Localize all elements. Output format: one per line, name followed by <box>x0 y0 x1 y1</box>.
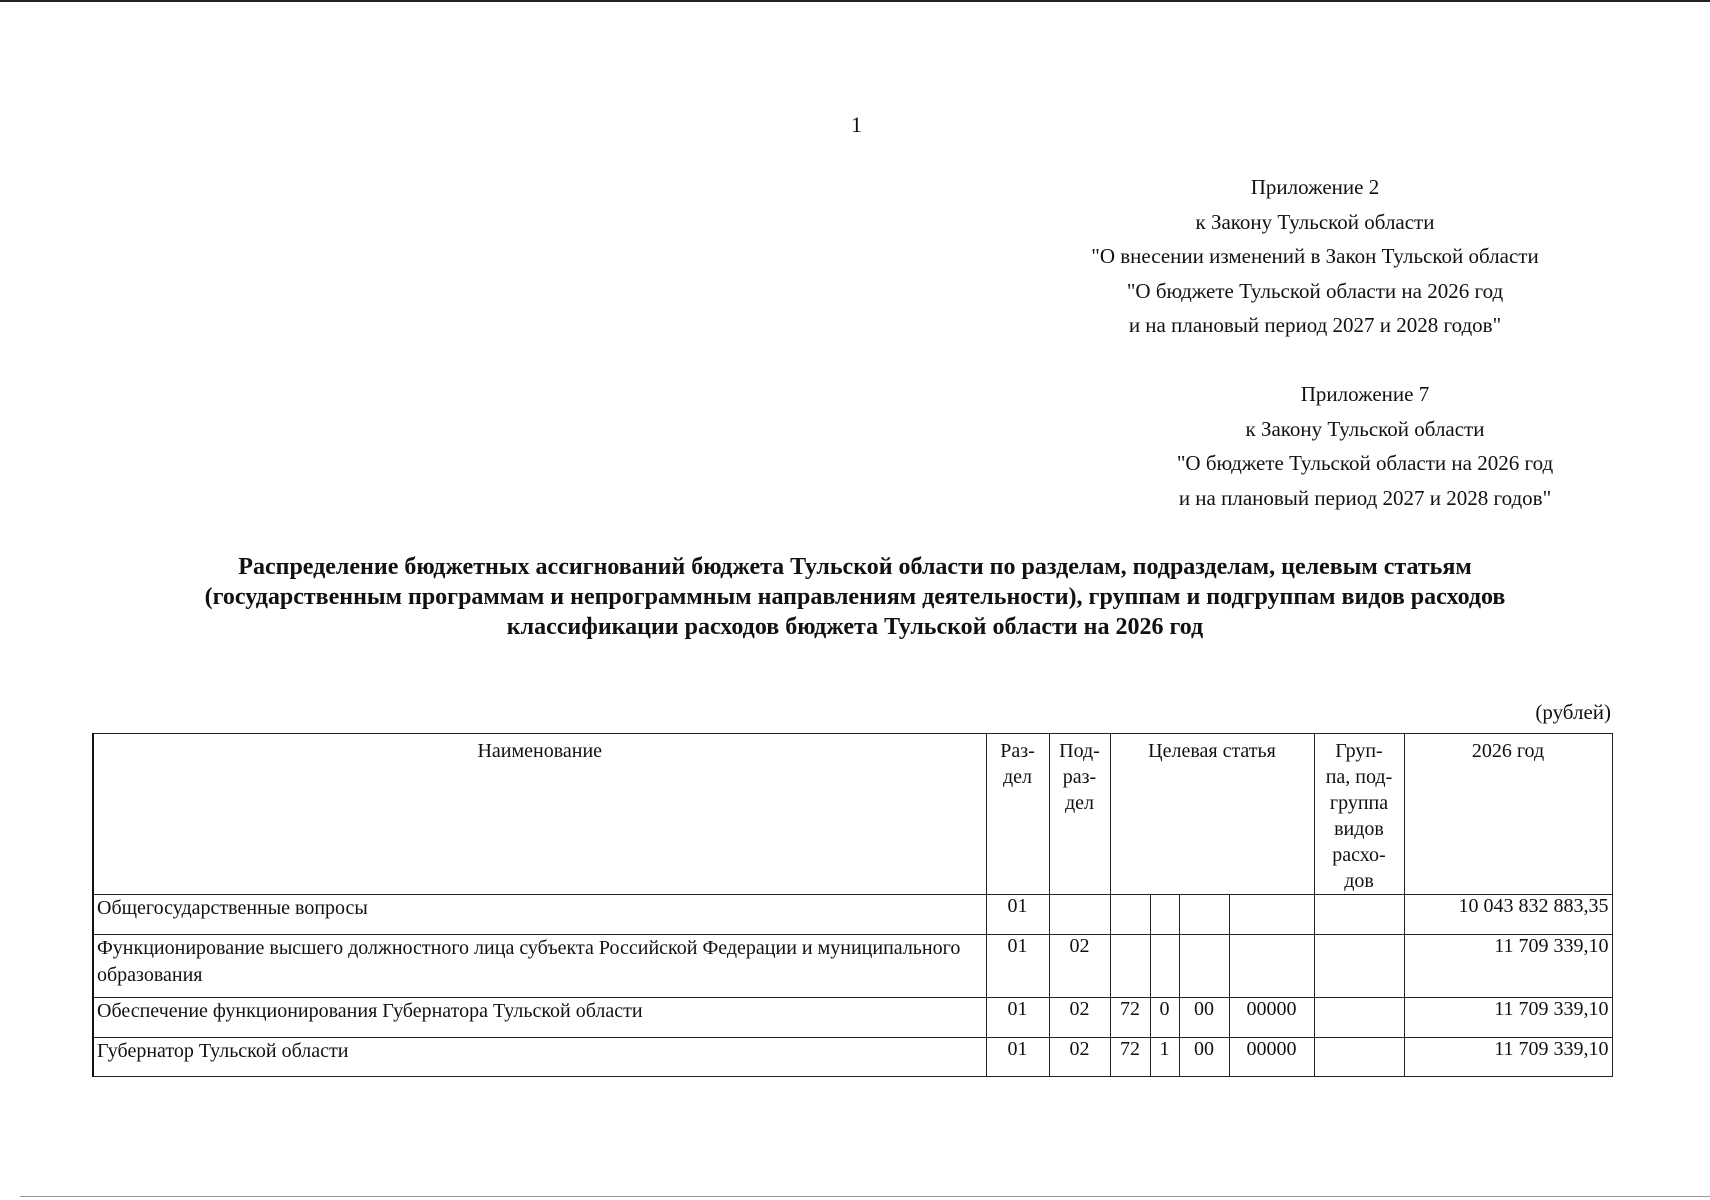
row-name: Губернатор Тульской области <box>93 1038 986 1077</box>
appendix-7-header <box>1130 377 1600 515</box>
table-header-row <box>93 734 1612 895</box>
row-subsection: 02 <box>1049 1038 1110 1077</box>
row-target-program <box>1110 895 1150 935</box>
row-amount: 11 709 339,10 <box>1404 1038 1612 1077</box>
row-subsection: 02 <box>1049 998 1110 1038</box>
header-expense-group <box>1314 734 1404 895</box>
row-section: 01 <box>986 935 1049 998</box>
row-target-main: 00 <box>1179 1038 1229 1077</box>
row-target-direction <box>1229 935 1314 998</box>
header-subsection-text: Под- раз- дел <box>1059 740 1100 814</box>
row-amount: 11 709 339,10 <box>1404 935 1612 998</box>
row-expense-group <box>1314 935 1404 998</box>
appendix-line: и на плановый период 2027 и 2028 годов" <box>1178 485 1552 510</box>
appendix-line: "О бюджете Тульской области на 2026 год <box>1176 451 1554 475</box>
row-target-direction: 00000 <box>1229 998 1314 1038</box>
appendix-line: к Закону Тульской области <box>1195 209 1435 234</box>
row-expense-group <box>1314 998 1404 1038</box>
row-amount: 10 043 832 883,35 <box>1404 895 1612 935</box>
row-target-main <box>1179 895 1229 935</box>
currency-units: (рублей) <box>1535 700 1611 724</box>
row-subsection <box>1049 895 1110 935</box>
appendix-line: и на плановый период 2027 и 2028 годов" <box>1128 313 1502 337</box>
table-row <box>93 998 1612 1038</box>
appendix-line: к Закону Тульской области <box>1245 416 1485 441</box>
title-line: (государственным программам и непрограммным направлениям деятельности), группам и подгруппам видов расходов <box>204 584 1506 610</box>
row-target-subprogram: 1 <box>1150 1038 1179 1077</box>
row-name: Функционирование высшего должностного лица субъекта Российской Федерации и муниципального образования <box>93 935 986 998</box>
header-expense-group-text: Груп- па, под- группа видов расхо- дов <box>1325 740 1393 892</box>
header-target-article: Целевая статья <box>1110 734 1314 895</box>
row-amount: 11 709 339,10 <box>1404 998 1612 1038</box>
document-title <box>60 552 1650 642</box>
row-target-subprogram: 0 <box>1150 998 1179 1038</box>
row-section: 01 <box>986 998 1049 1038</box>
header-name: Наименование <box>93 734 986 895</box>
table-row <box>93 935 1612 998</box>
row-target-direction <box>1229 895 1314 935</box>
row-target-subprogram <box>1150 895 1179 935</box>
header-section-text: Раз- дел <box>1000 740 1035 788</box>
title-line: Распределение бюджетных ассигнований бюджета Тульской области по разделам, подразделам, целевым статьям <box>238 554 1472 580</box>
row-expense-group <box>1314 895 1404 935</box>
appendix-line: Приложение 7 <box>1300 382 1430 406</box>
row-subsection: 02 <box>1049 935 1110 998</box>
table-row <box>93 895 1612 935</box>
row-section: 01 <box>986 1038 1049 1077</box>
header-subsection <box>1049 734 1110 895</box>
row-target-program: 72 <box>1110 998 1150 1038</box>
header-year: 2026 год <box>1404 734 1612 895</box>
appendix-line: Приложение 2 <box>1250 175 1380 199</box>
page-number: 1 <box>851 112 862 137</box>
page-top-edge <box>0 0 1710 2</box>
row-target-direction: 00000 <box>1229 1038 1314 1077</box>
header-section <box>986 734 1049 895</box>
title-line: классификации расходов бюджета Тульской области на 2026 год <box>506 614 1204 640</box>
page-bottom-edge <box>20 1196 1710 1197</box>
row-section: 01 <box>986 895 1049 935</box>
row-target-program: 72 <box>1110 1038 1150 1077</box>
appendix-2-header <box>1030 170 1600 343</box>
appendix-line: "О бюджете Тульской области на 2026 год <box>1126 278 1504 303</box>
budget-table <box>92 733 1613 1077</box>
appendix-line: "О внесении изменений в Закон Тульской области <box>1091 244 1539 268</box>
row-expense-group <box>1314 1038 1404 1077</box>
table-row <box>93 1038 1612 1077</box>
row-target-main <box>1179 935 1229 998</box>
row-target-subprogram <box>1150 935 1179 998</box>
row-name: Общегосударственные вопросы <box>93 895 986 935</box>
row-name: Обеспечение функционирования Губернатора Тульской области <box>93 998 986 1038</box>
row-target-program <box>1110 935 1150 998</box>
row-target-main: 00 <box>1179 998 1229 1038</box>
